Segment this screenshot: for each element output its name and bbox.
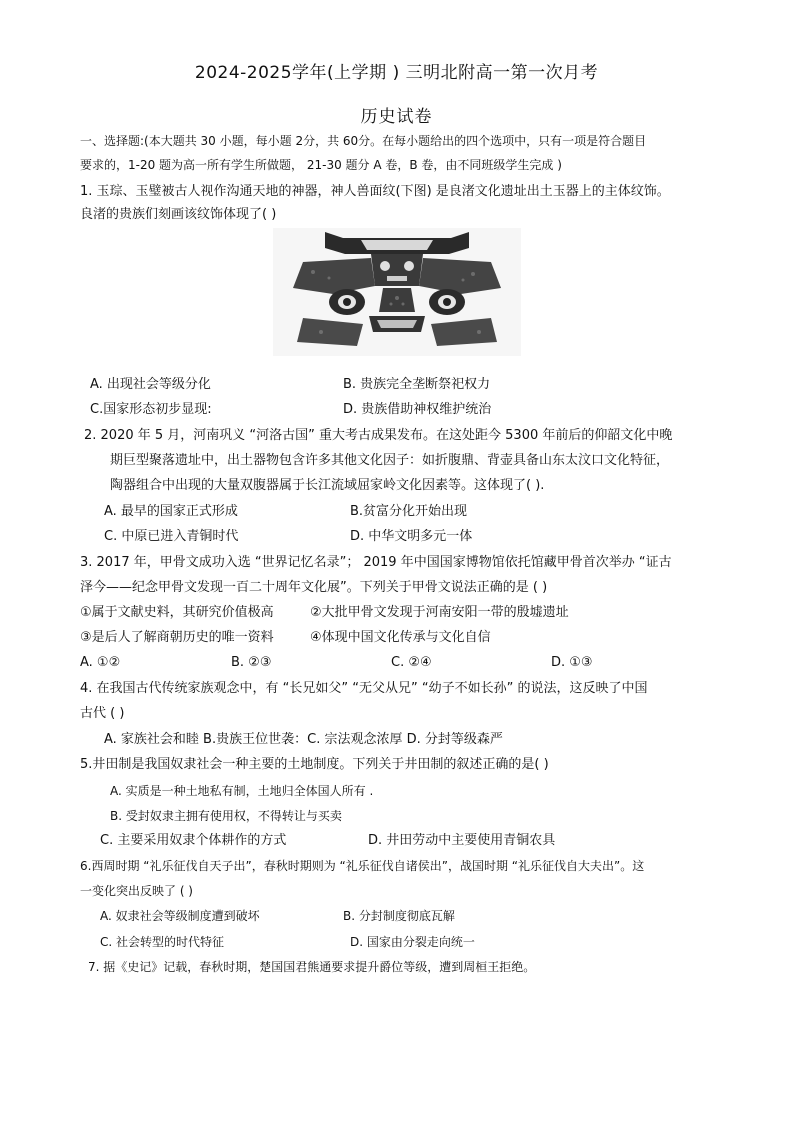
q2-stem-3: 陶器组合中出现的大量双腹器属于长江流域屈家岭文化因素等。这体现了( ). (110, 478, 545, 493)
q3-option-d: D. ①③ (551, 655, 593, 670)
jade-mask-motif-image (273, 228, 521, 356)
q4-stem-1: 4. 在我国古代传统家族观念中，有 “长兄如父” “无父从兄” “幼子不如长孙” 的说法，这反映了中国 (80, 681, 648, 696)
q4-options: A. 家族社会和睦 B.贵族王位世袭：C. 宗法观念浓厚 D. 分封等级森严 (104, 732, 503, 747)
q1-option-a: A. 出现社会等级分化 (90, 377, 211, 392)
instructions-line-2: 要求的，1-20 题为高一所有学生所做题， 21-30 题分 A 卷，B 卷，由不同班级学生完成 ) (80, 158, 562, 172)
q6-stem-1: 6.西周时期 “礼乐征伐自天子出”，春秋时期则为 “礼乐征伐自诸侯出”，战国时期 “礼乐征伐自大夫出”。这 (80, 859, 645, 873)
q3-stem-2: 泽今——纪念甲骨文发现一百二十周年文化展”。下列关于甲骨文说法正确的是 ( ) (80, 580, 548, 595)
q1-option-b: B. 贵族完全垄断祭祀权力 (343, 377, 491, 392)
q2-stem-2: 期巨型聚落遗址中，出土器物包含许多其他文化因子：如折腹鼎、背壶具备山东太汶口文化特征， (110, 453, 670, 468)
exam-title: 2024-2025学年(上学期 ) 三明北附高一第一次月考 (194, 63, 599, 83)
q1-option-c: C.国家形态初步显现: (90, 402, 212, 417)
q6-stem-2: 一变化突出反映了 ( ) (80, 884, 193, 898)
q5-option-a: A. 实质是一种土地私有制，土地归全体国人所有 . (110, 784, 374, 798)
q6-option-c: C. 社会转型的时代特征 (100, 935, 225, 949)
q3-stem-1: 3. 2017 年，甲骨文成功入选 “世界记忆名录”； 2019 年中国国家博物馆依托馆藏甲骨首次举办 “证古 (80, 555, 672, 570)
q5-option-d: D. 井田劳动中主要使用青铜农具 (368, 833, 556, 848)
q1-option-d: D. 贵族借助神权维护统治 (343, 402, 492, 417)
q3-option-a: A. ①② (80, 655, 121, 670)
q7-stem-1: 7. 据《史记》记载，春秋时期，楚国国君熊通要求提升爵位等级，遭到周桓王拒绝。 (88, 960, 536, 974)
q2-stem-1: 2. 2020 年 5 月，河南巩义 “河洛古国” 重大考古成果发布。在这处距今 5300 年前后的仰韶文化中晚 (84, 428, 673, 443)
q3-statement-2: ②大批甲骨文发现于河南安阳一带的殷墟遗址 (310, 605, 569, 620)
instructions-line-1: 一、选择题:(本大题共 30 小题，每小题 2分，共 60分。在每小题给出的四个选项中，只有一项是符合题目 (80, 134, 647, 148)
q3-statement-4: ④体现中国文化传承与文化自信 (310, 630, 491, 645)
q2-option-a: A. 最早的国家正式形成 (104, 504, 238, 519)
q6-option-b: B. 分封制度彻底瓦解 (343, 909, 455, 923)
q6-option-a: A. 奴隶社会等级制度遭到破坏 (100, 909, 260, 923)
q2-option-c: C. 中原已进入青铜时代 (104, 529, 239, 544)
q3-statement-3: ③是后人了解商朝历史的唯一资料 (80, 630, 274, 645)
q2-option-b: B.贫富分化开始出现 (350, 504, 468, 519)
q1-stem-1: 1. 玉琮、玉璧被古人视作沟通天地的神器，神人兽面纹(下图) 是良渚文化遗址出土玉器上的主体纹饰。 (80, 184, 670, 199)
exam-subject: 历史试卷 (360, 107, 433, 127)
q2-option-d: D. 中华文明多元一体 (350, 529, 473, 544)
q4-stem-2: 古代 ( ) (80, 706, 125, 721)
q5-option-b: B. 受封奴隶主拥有使用权，不得转让与买卖 (110, 809, 342, 823)
q1-stem-2: 良渚的贵族们刻画该纹饰体现了( ) (80, 207, 277, 222)
q5-stem-1: 5.井田制是我国奴隶社会一种主要的土地制度。下列关于井田制的叙述正确的是( ) (80, 757, 549, 772)
q5-option-c: C. 主要采用奴隶个体耕作的方式 (100, 833, 287, 848)
q3-option-c: C. ②④ (391, 655, 432, 670)
q3-statement-1: ①属于文献史料，其研究价值极高 (80, 605, 274, 620)
q3-option-b: B. ②③ (231, 655, 272, 670)
q6-option-d: D. 国家由分裂走向统一 (350, 935, 475, 949)
